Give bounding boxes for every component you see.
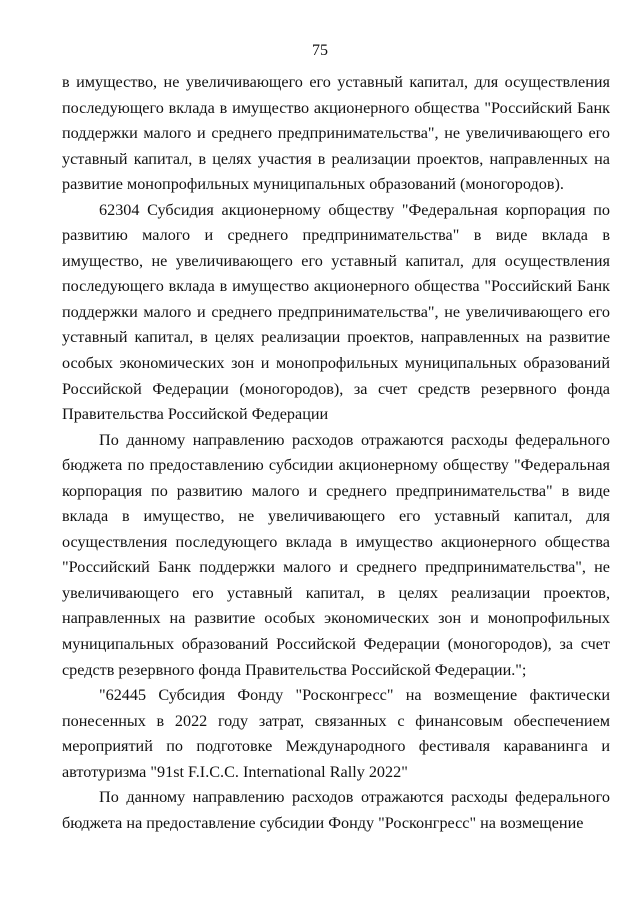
paragraph-62445-description: По данному направлению расходов отражаются расходы федерального бюджета на предоставление субсидии Фонду "Росконгресс" на возмещение bbox=[62, 788, 610, 832]
document-body bbox=[62, 70, 610, 836]
paragraph-62445-heading: "62445 Субсидия Фонду "Росконгресс" на возмещение фактически понесенных в 2022 году затрат, связанных с финансовым обеспечением мероприятий по подготовке Международного фестиваля караванинга и автотуризма "91st F.I.C.C. International Rally 2022" bbox=[62, 686, 610, 781]
paragraph-continuation: в имущество, не увеличивающего его уставный капитал, для осуществления последующего вклада в имущество акционерного общества "Российский Банк поддержки малого и среднего предпринимательства", не увеличивающего его уставный капитал, в целях участия в реализации проектов, направленных на развитие монопрофильных муниципальных образований (моногородов). bbox=[62, 73, 610, 194]
paragraph-62304-description: По данному направлению расходов отражаются расходы федерального бюджета по предоставлению субсидии акционерному обществу "Федеральная корпорация по развитию малого и среднего предпринимательства" в виде вклада в имущество, не увеличивающего его уставный капитал, для осуществления последующего вклада в имущество акционерного общества "Российский Банк поддержки малого и среднего предпринимательства", не увеличивающего его уставный капитал, в целях реализации проектов, направленных на развитие особых экономических зон и монопрофильных муниципальных образований Российской Федерации (моногородов), за счет средств резервного фонда Правительства Российской Федерации."; bbox=[62, 430, 610, 679]
paragraph-62304-heading: 62304 Субсидия акционерному обществу "Федеральная корпорация по развитию малого и среднего предпринимательства" в виде вклада в имущество, не увеличивающего его уставный капитал, для осуществления последующего вклада в имущество акционерного общества "Российский Банк поддержки малого и среднего предпринимательства", не увеличивающего его уставный капитал, в целях реализации проектов, направленных на развитие особых экономических зон и монопрофильных муниципальных образований Российской Федерации (моногородов), за счет средств резервного фонда Правительства Российской Федерации bbox=[62, 200, 610, 424]
page-number: 75 bbox=[312, 42, 328, 59]
